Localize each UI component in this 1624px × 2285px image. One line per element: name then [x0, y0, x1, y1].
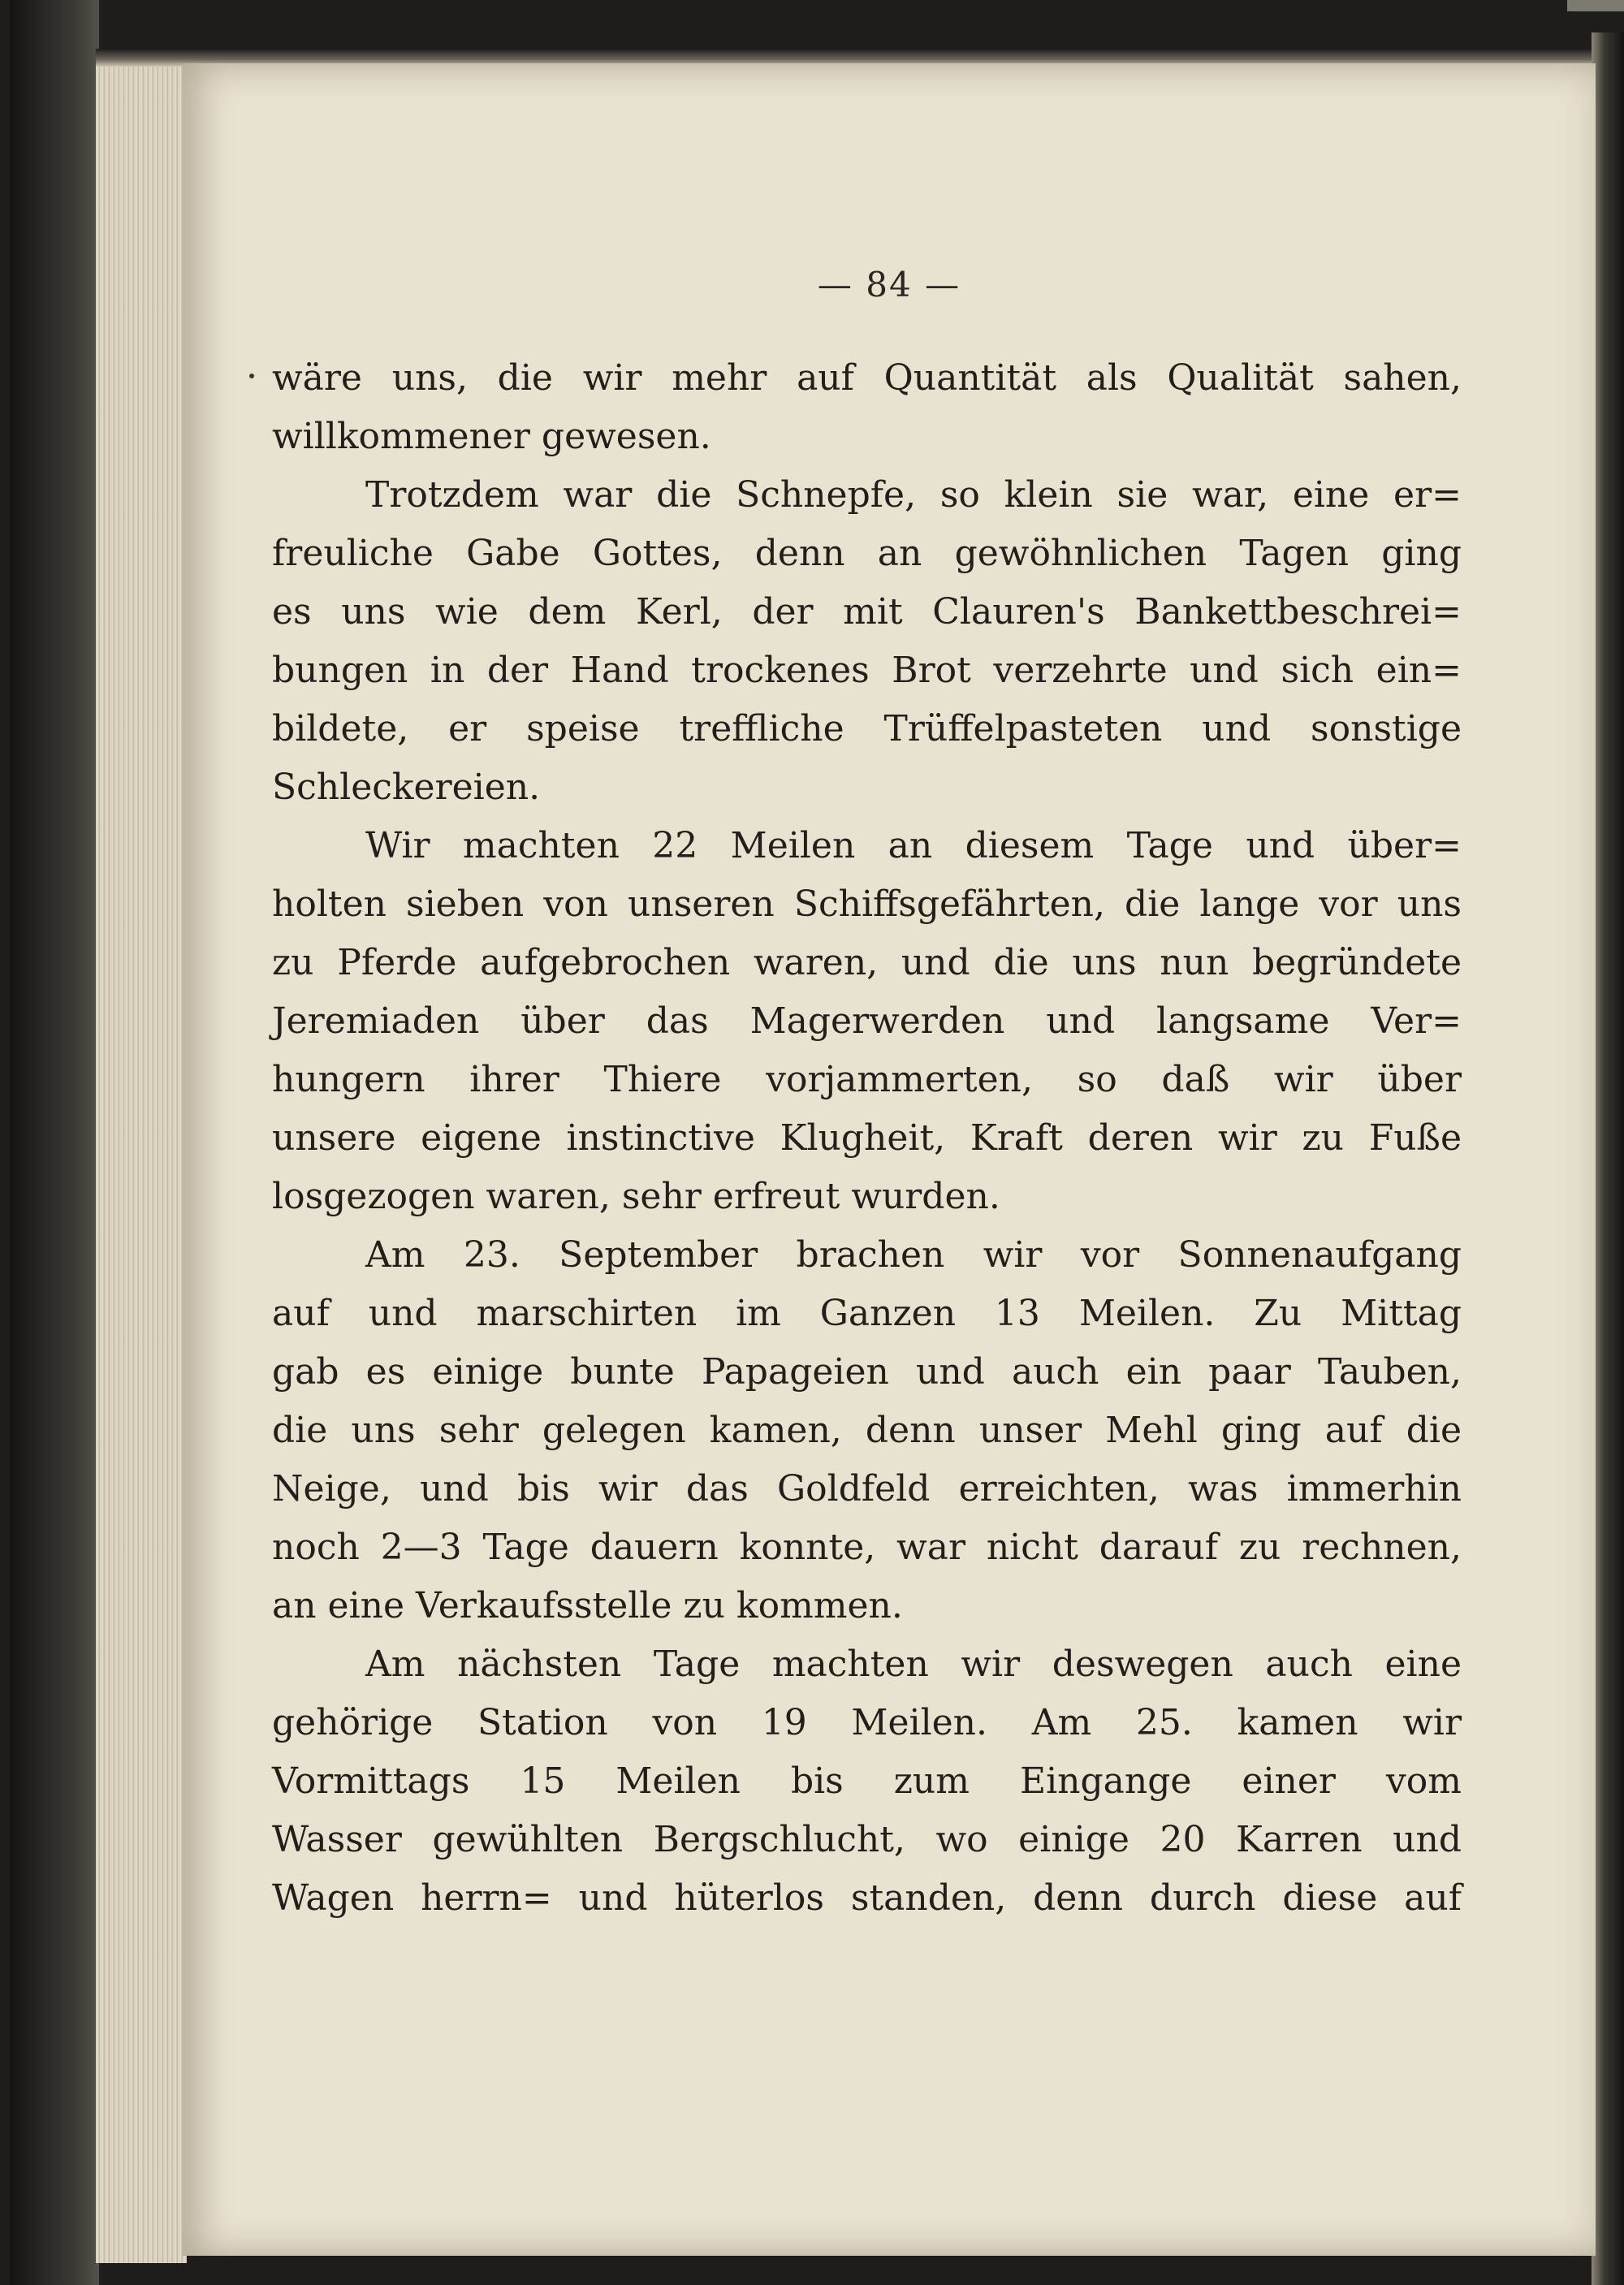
text-line: Wir machten 22 Meilen an diesem Tage und über= [365, 825, 1462, 866]
text-line: bildete, er speise treffliche Trüffelpasteten und sonstige [272, 708, 1462, 749]
text-line: Am nächsten Tage machten wir deswegen auch eine [365, 1644, 1462, 1685]
text-line: auf und marschirten im Ganzen 13 Meilen. Zu Mittag [272, 1293, 1462, 1334]
page-number: — 84 — [817, 265, 961, 305]
text-line: an eine Verkaufsstelle zu kommen. [272, 1585, 903, 1626]
text-line: es uns wie dem Kerl, der mit Clauren's Bankettbeschrei= [272, 591, 1462, 633]
body-text [272, 349, 1462, 1928]
text-line: bungen in der Hand trockenes Brot verzehrte und sich ein= [272, 650, 1462, 691]
margin-mark [249, 374, 254, 378]
text-line: die uns sehr gelegen kamen, denn unser Mehl ging auf die [272, 1410, 1462, 1451]
text-line: Schleckereien. [272, 767, 541, 808]
page-edges [96, 58, 187, 2263]
text-line: gehörige Station von 19 Meilen. Am 25. kamen wir [272, 1702, 1462, 1743]
text-line: Vormittags 15 Meilen bis zum Eingange einer vom [272, 1760, 1462, 1802]
text-line: Jeremiaden über das Magerwerden und langsame Ver= [272, 1000, 1462, 1042]
corner-mark [1567, 0, 1624, 11]
right-edge [1592, 32, 1624, 2285]
text-line: willkommener gewesen. [272, 416, 711, 457]
text-line: noch 2—3 Tage dauern konnte, war nicht darauf zu rechnen, [272, 1527, 1462, 1568]
text-line-content: wäre uns, die wir mehr auf Quantität als Qualität sahen, [272, 357, 1462, 399]
text-line [272, 349, 1462, 408]
text-line: Wasser gewühlten Bergschlucht, wo einige 20 Karren und [272, 1819, 1462, 1860]
text-line: freuliche Gabe Gottes, denn an gewöhnlichen Tagen ging [272, 533, 1462, 574]
text-line: zu Pferde aufgebrochen waren, und die uns nun begründete [272, 942, 1462, 983]
text-line: Am 23. September brachen wir vor Sonnenaufgang [365, 1234, 1462, 1276]
text-line: gab es einige bunte Papageien und auch ein paar Tauben, [272, 1351, 1462, 1393]
text-line: hungern ihrer Thiere vorjammerten, so daß wir über [272, 1059, 1462, 1100]
text-line: holten sieben von unseren Schiffsgefährten, die lange vor uns [272, 883, 1462, 925]
text-line: Trotzdem war die Schnepfe, so klein sie war, eine er= [365, 474, 1462, 516]
book-cover-edge [10, 0, 99, 2285]
text-line: Wagen herrn= und hüterlos standen, denn durch diese auf [272, 1877, 1462, 1919]
text-line: Neige, und bis wir das Goldfeld erreichten, was immerhin [272, 1468, 1462, 1510]
text-line: unsere eigene instinctive Klugheit, Kraft deren wir zu Fuße [272, 1117, 1462, 1159]
text-line: losgezogen waren, sehr erfreut wurden. [272, 1176, 1000, 1217]
